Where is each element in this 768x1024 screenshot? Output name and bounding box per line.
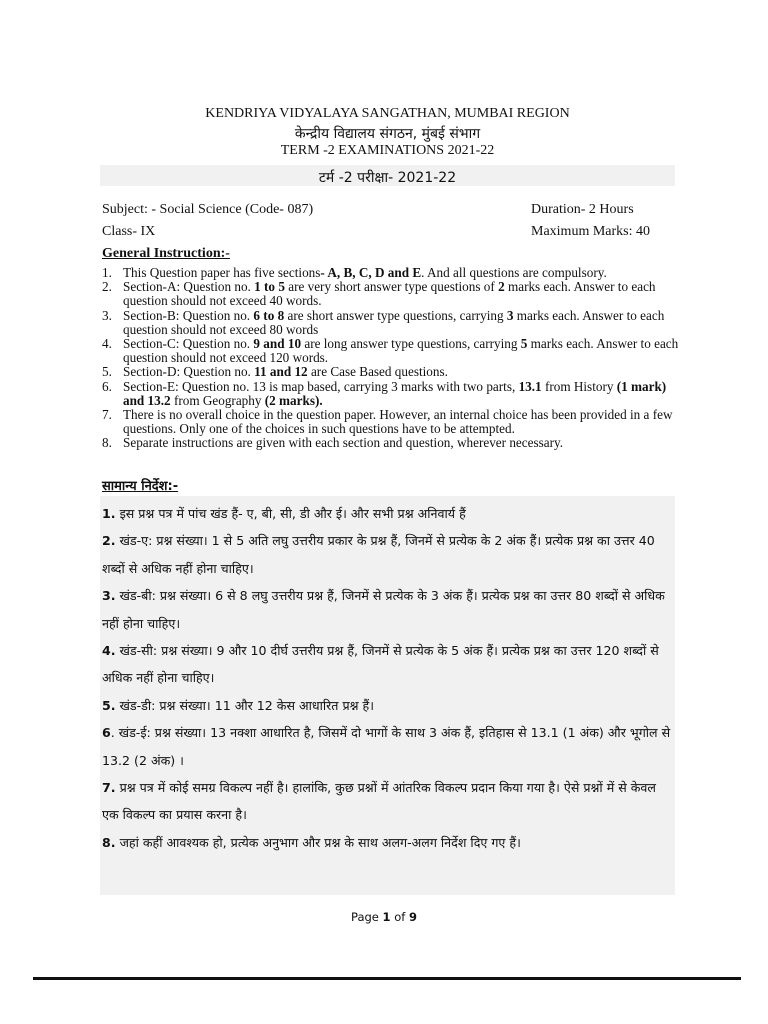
hindi-instruction-title: सामान्य निर्देश:-: [102, 479, 179, 494]
instruction-item: [102, 266, 680, 280]
instruction-item: [102, 365, 680, 379]
class-line: Class- IX: [102, 224, 156, 239]
instruction-bold: (2 marks).: [264, 392, 323, 408]
page-footer: [0, 910, 768, 924]
header-exam-title-hindi: टर्म -2 परीक्षा- 2021-22: [318, 170, 457, 186]
instruction-text: are long answer type questions, carrying: [301, 336, 521, 352]
instruction-text: There is no overall choice in the question paper. However, an internal choice has been provided in a few questions. Only one of the choices in such questions have to be attempted.: [123, 407, 673, 437]
instruction-bold: 2: [498, 279, 505, 295]
instruction-bold: - A, B, C, D and E: [320, 265, 422, 280]
instruction-bold: 5: [520, 336, 528, 352]
hindi-instruction-item: [102, 582, 672, 637]
instruction-text: Section-D: Question no.: [123, 364, 255, 380]
page-number: 1: [382, 910, 391, 924]
hindi-instruction-number: 1.: [102, 506, 116, 521]
hindi-instruction-number: 2.: [102, 533, 116, 549]
instruction-number: 3.: [102, 307, 112, 323]
hindi-instruction-text: खंड-बी: प्रश्न संख्या। 6 से 8 लघु उत्तरीय प्रश्न हैं, जिनमें से प्रत्येक के 3 अंक हैं। प्रत्येक प्रश्न का उत्तर 80 शब्दों से अधिक नहीं होना चाहिए।: [102, 588, 665, 631]
instruction-number: 2.: [102, 279, 112, 295]
instruction-bold: (1 mark) and 13.2: [123, 378, 667, 408]
instruction-number: 4.: [102, 336, 112, 352]
instruction-bold: 6 to 8: [253, 307, 285, 323]
hindi-instruction-number: 3.: [102, 588, 116, 604]
hindi-instruction-list: [102, 500, 672, 856]
hindi-instruction-item: [102, 719, 672, 774]
instruction-text: Section-C: Question no.: [123, 336, 254, 352]
instruction-item: [102, 309, 680, 337]
hindi-instruction-item: [102, 692, 672, 719]
instruction-text: marks each. Answer to each question should not exceed 120 words.: [123, 336, 679, 366]
instruction-text: Section-E: Question no. 13 is map based, carrying 3 marks with two parts,: [123, 378, 519, 394]
max-marks-line: Maximum Marks: 40: [531, 224, 650, 239]
page-label: Page: [351, 910, 383, 924]
hindi-instruction-number: 8.: [102, 834, 116, 850]
instruction-text: marks each. Answer to each question should not exceed 40 words.: [123, 279, 656, 309]
instruction-text: This Question paper has five sections: [123, 265, 321, 280]
instruction-text: are Case Based questions.: [307, 364, 448, 380]
hindi-instruction-number: 7.: [102, 780, 116, 796]
duration-line: Duration- 2 Hours: [531, 202, 634, 217]
instruction-number: 6.: [102, 378, 112, 394]
instruction-item: [102, 436, 680, 450]
instruction-text: marks each. Answer to each question should not exceed 80 words: [123, 307, 665, 337]
general-instruction-list: [102, 266, 680, 451]
instruction-item: [102, 280, 680, 308]
hindi-instruction-item: [102, 774, 672, 829]
bottom-rule: [33, 977, 741, 980]
hindi-instruction-number: 6: [102, 725, 111, 741]
page-of-label: of: [390, 910, 409, 924]
hindi-instruction-number: 5.: [102, 697, 116, 713]
subject-line: Subject: - Social Science (Code- 087): [102, 202, 314, 217]
hindi-instruction-text: खंड-ए: प्रश्न संख्या। 1 से 5 अति लघु उत्तरीय प्रकार के प्रश्न हैं, जिनमें से प्रत्येक के 2 अंक हैं। प्रत्येक प्रश्न का उत्तर 40 शब्दों से अधिक नहीं होना चाहिए।: [102, 533, 655, 576]
instruction-number: 8.: [102, 435, 112, 451]
general-instruction-title: General Instruction:-: [102, 246, 230, 261]
instruction-bold: 3: [506, 307, 514, 323]
instruction-text: from History: [541, 378, 617, 394]
hindi-instruction-text: खंड-डी: प्रश्न संख्या। 11 और 12 केस आधारित प्रश्न हैं।: [115, 697, 374, 713]
instruction-number: 7.: [102, 407, 112, 423]
header-exam-title: TERM -2 EXAMINATIONS 2021-22: [280, 143, 495, 158]
instruction-text: are very short answer type questions of: [284, 279, 499, 295]
hindi-instruction-item: [102, 637, 672, 692]
hindi-instruction-text: इस प्रश्न पत्र में पांच खंड हैं- ए, बी, सी, डी और ई। और सभी प्रश्न अनिवार्य हैं: [115, 506, 466, 521]
instruction-bold: 11 and 12: [254, 364, 308, 380]
instruction-text: are short answer type questions, carrying: [284, 307, 507, 323]
instruction-bold: 9 and 10: [253, 336, 302, 352]
instruction-text: . And all questions are compulsory.: [421, 265, 607, 280]
instruction-number: 1.: [102, 265, 112, 280]
instruction-text: from Geography: [170, 392, 265, 408]
page-total: 9: [408, 910, 417, 924]
instruction-item: [102, 337, 680, 365]
hindi-instruction-text: . खंड-ई: प्रश्न संख्या। 13 नक्शा आधारित है, जिसमें दो भागों के साथ 3 अंक हैं, इतिहास से 13.1 (1 अंक) और भूगोल से 13.2 (2 अंक) ।: [102, 725, 671, 768]
hindi-instruction-number: 4.: [102, 643, 116, 659]
instruction-item: [102, 380, 680, 408]
instruction-bold: 13.1: [518, 378, 542, 394]
hindi-instruction-text: खंड-सी: प्रश्न संख्या। 9 और 10 दीर्घ उत्तरीय प्रश्न हैं, जिनमें से प्रत्येक के 5 अंक हैं। प्रत्येक प्रश्न का उत्तर 120 शब्दों से अधिक नहीं होना चाहिए।: [102, 643, 659, 686]
hindi-instruction-text: जहां कहीं आवश्यक हो, प्रत्येक अनुभाग और प्रश्न के साथ अलग-अलग निर्देश दिए गए हैं।: [115, 834, 521, 850]
instruction-text: Section-A: Question no.: [123, 279, 255, 295]
header-region-name: KENDRIYA VIDYALAYA SANGATHAN, MUMBAI REGION: [205, 106, 570, 121]
hindi-instruction-item: [102, 500, 672, 527]
instruction-text: Section-B: Question no.: [123, 307, 254, 323]
instruction-text: Separate instructions are given with each section and question, wherever necessary.: [123, 435, 564, 451]
instruction-number: 5.: [102, 364, 112, 380]
instruction-item: [102, 408, 680, 436]
header-region-name-hindi: केन्द्रीय विद्यालय संगठन, मुंबई संभाग: [294, 126, 481, 142]
hindi-instruction-text: प्रश्न पत्र में कोई समग्र विकल्प नहीं है। हालांकि, कुछ प्रश्नों में आंतरिक विकल्प प्रदान किया गया है। ऐसे प्रश्नों में से केवल एक विकल्प का प्रयास करना है।: [102, 780, 656, 823]
hindi-instruction-item: [102, 527, 672, 582]
instruction-bold: 1 to 5: [254, 279, 285, 295]
hindi-instruction-item: [102, 829, 672, 856]
